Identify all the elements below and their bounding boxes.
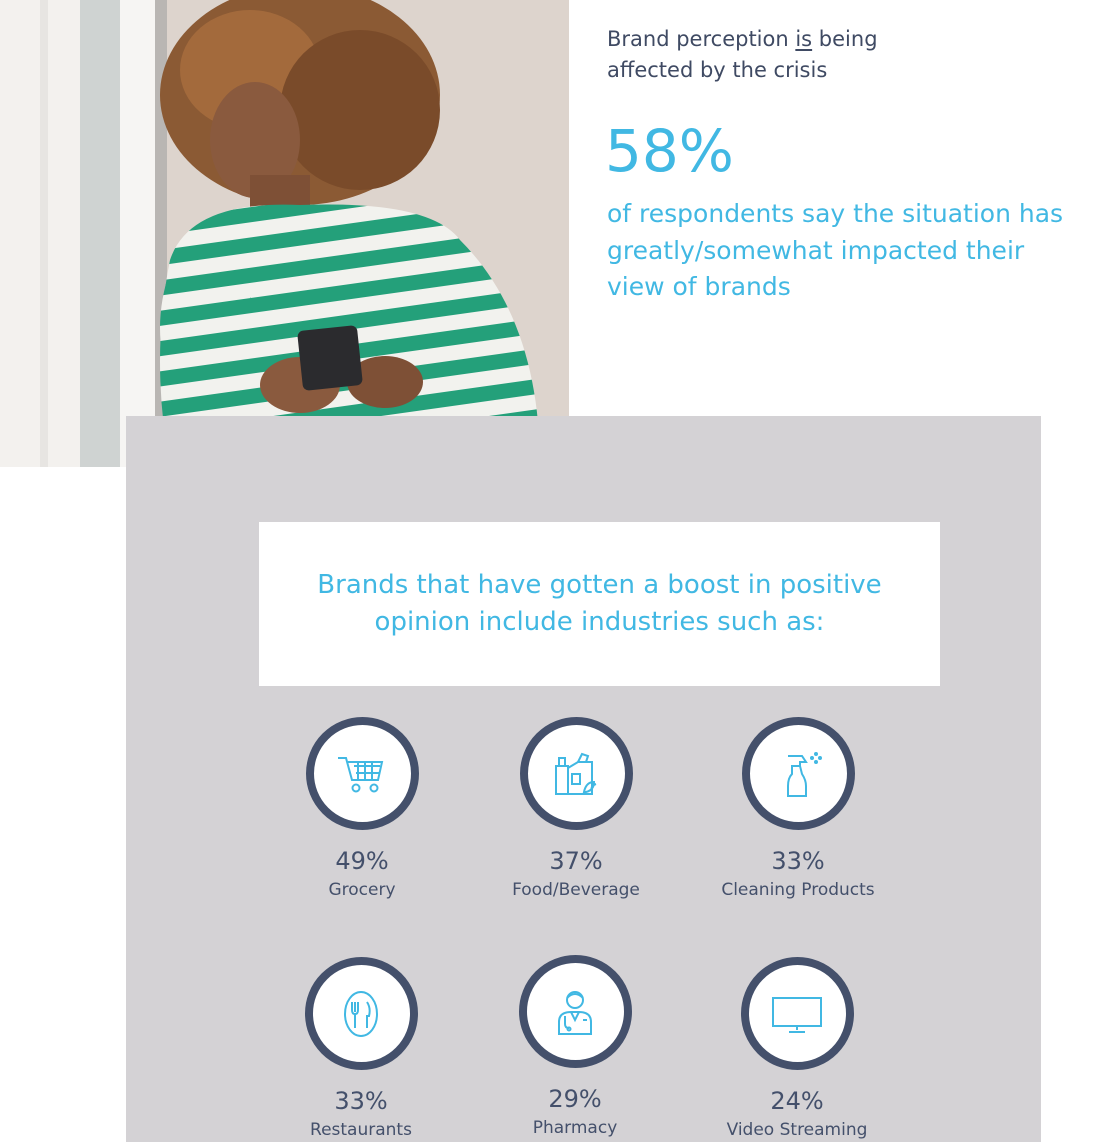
industry-pct: 29% bbox=[548, 1085, 602, 1113]
stat-value: 58% bbox=[605, 117, 734, 185]
industry-food-beverage bbox=[456, 717, 696, 902]
industry-video-streaming bbox=[677, 957, 917, 1142]
callout-box bbox=[259, 522, 940, 686]
industry-pct: 33% bbox=[771, 847, 825, 875]
industry-pct: 37% bbox=[549, 847, 603, 875]
intro-line1-post: being bbox=[812, 27, 878, 51]
hero-photo-illustration bbox=[0, 0, 569, 467]
grocery-bag-icon bbox=[548, 746, 604, 802]
industry-grocery bbox=[242, 717, 482, 902]
intro-line1-pre: Brand perception bbox=[607, 27, 796, 51]
icon-ring bbox=[519, 955, 632, 1068]
industry-label: Restaurants bbox=[310, 1120, 412, 1140]
intro-headline bbox=[607, 24, 1067, 86]
industry-label: Grocery bbox=[328, 880, 396, 900]
industry-pharmacy bbox=[455, 955, 695, 1140]
icon-ring bbox=[742, 717, 855, 830]
industry-label: Food/Beverage bbox=[512, 880, 640, 900]
icon-ring bbox=[306, 717, 419, 830]
icon-ring bbox=[741, 957, 854, 1070]
spray-bottle-icon bbox=[770, 746, 826, 802]
industry-pct: 33% bbox=[334, 1087, 388, 1115]
industry-label: Cleaning Products bbox=[721, 880, 875, 900]
industry-pct: 49% bbox=[335, 847, 389, 875]
fork-knife-icon bbox=[333, 986, 389, 1042]
industry-cleaning-products bbox=[678, 717, 918, 902]
industry-label: Video Streaming bbox=[726, 1120, 868, 1140]
intro-line1-emphasis: is bbox=[795, 27, 813, 51]
shopping-cart-icon bbox=[334, 746, 390, 802]
intro-line2: affected by the crisis bbox=[607, 58, 828, 82]
icon-ring bbox=[520, 717, 633, 830]
stat-description: of respondents say the situation has greatly/somewhat impacted their view of brands bbox=[607, 199, 1064, 301]
callout-text: Brands that have gotten a boost in positive opinion include industries such as: bbox=[317, 570, 882, 637]
industry-restaurants bbox=[241, 957, 481, 1142]
pharmacist-icon bbox=[547, 984, 603, 1040]
icon-ring bbox=[305, 957, 418, 1070]
industry-pct: 24% bbox=[770, 1087, 824, 1115]
hero-photo bbox=[0, 0, 569, 467]
industry-label: Pharmacy bbox=[532, 1118, 618, 1138]
monitor-icon bbox=[769, 986, 825, 1042]
